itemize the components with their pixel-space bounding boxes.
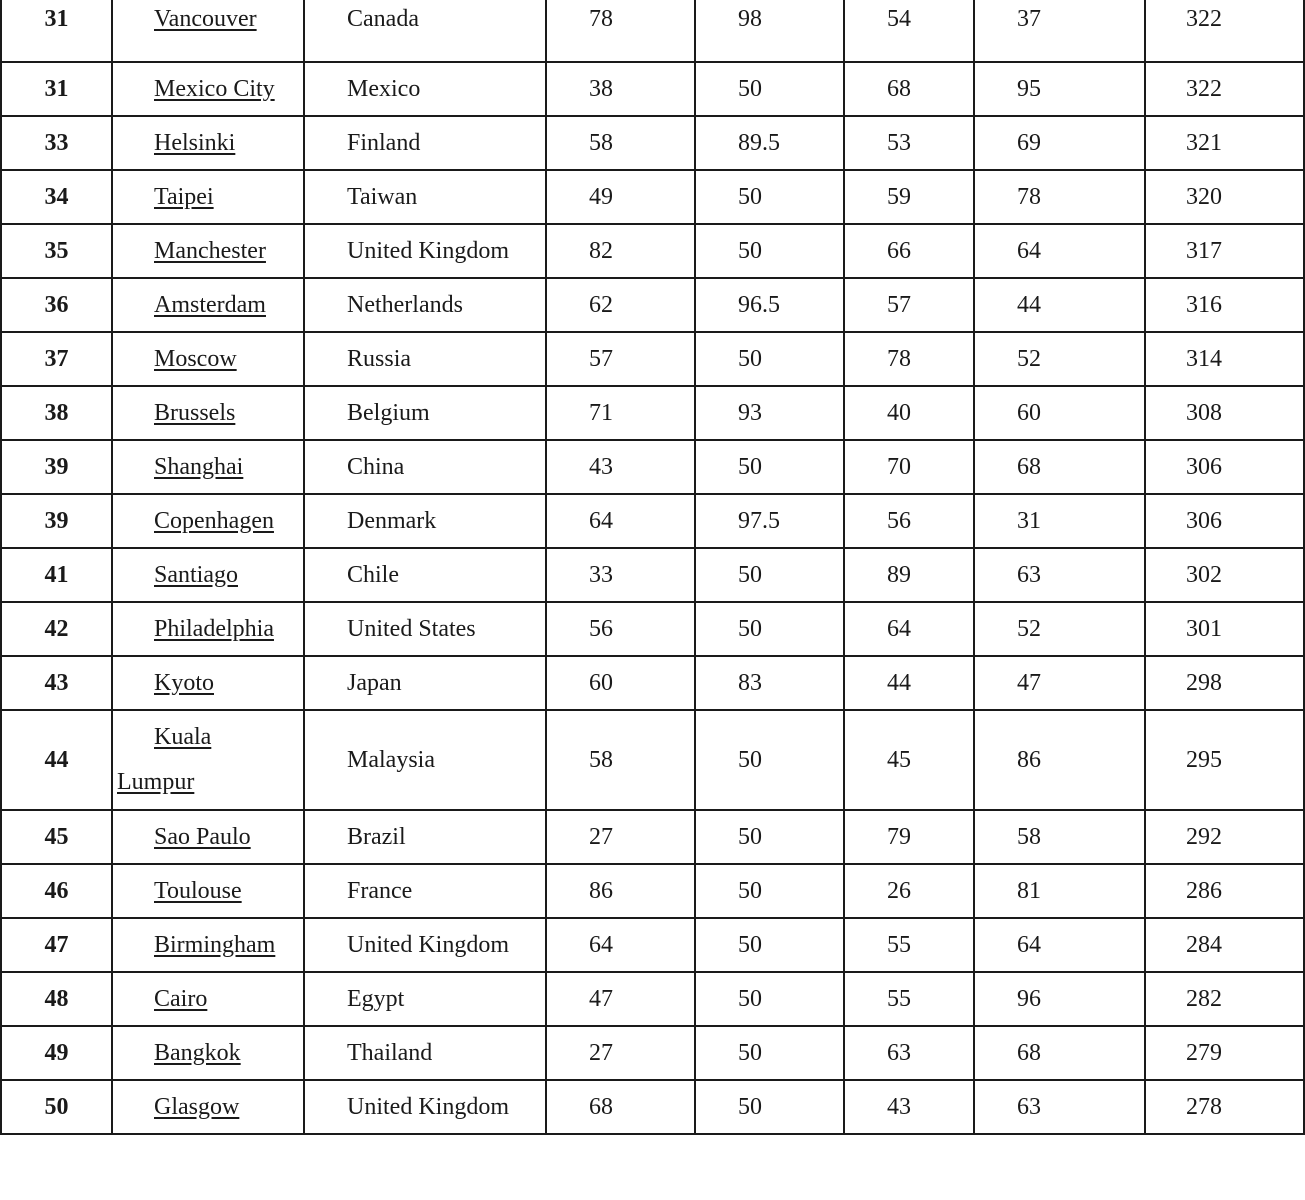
total-cell: 278: [1145, 1080, 1304, 1134]
score-cell-4: 68: [974, 440, 1145, 494]
score-cell-2: 50: [695, 62, 844, 116]
total-cell: 302: [1145, 548, 1304, 602]
score-cell-1: 56: [546, 602, 695, 656]
country-cell: Japan: [304, 656, 546, 710]
rank-cell: 46: [1, 864, 112, 918]
score-cell-3: 70: [844, 440, 974, 494]
country-cell: United States: [304, 602, 546, 656]
score-cell-4: 60: [974, 386, 1145, 440]
score-cell-1: 68: [546, 1080, 695, 1134]
city-cell: [112, 1080, 304, 1134]
city-cell: [112, 0, 304, 62]
country-cell: Malaysia: [304, 710, 546, 810]
table-row: [1, 278, 1304, 332]
rank-cell: 48: [1, 972, 112, 1026]
table-row: [1, 864, 1304, 918]
city-link[interactable]: Toulouse: [154, 877, 242, 904]
rank-cell: 37: [1, 332, 112, 386]
total-cell: 284: [1145, 918, 1304, 972]
city-link[interactable]: Manchester: [154, 237, 266, 264]
city-link[interactable]: Taipei: [154, 183, 214, 210]
score-cell-2: 89.5: [695, 116, 844, 170]
table-row: [1, 0, 1304, 62]
score-cell-4: 96: [974, 972, 1145, 1026]
city-cell: [112, 710, 304, 810]
city-cell: [112, 548, 304, 602]
total-cell: 295: [1145, 710, 1304, 810]
city-link[interactable]: Helsinki: [154, 129, 236, 156]
city-cell: [112, 810, 304, 864]
total-cell: 298: [1145, 656, 1304, 710]
score-cell-3: 78: [844, 332, 974, 386]
table-row: [1, 62, 1304, 116]
score-cell-4: 63: [974, 548, 1145, 602]
score-cell-2: 50: [695, 1080, 844, 1134]
table-row: [1, 224, 1304, 278]
country-cell: Netherlands: [304, 278, 546, 332]
score-cell-1: 43: [546, 440, 695, 494]
score-cell-2: 50: [695, 602, 844, 656]
city-cell: [112, 224, 304, 278]
table-row: [1, 494, 1304, 548]
rank-cell: 42: [1, 602, 112, 656]
rank-cell: 35: [1, 224, 112, 278]
score-cell-2: 50: [695, 1026, 844, 1080]
total-cell: 322: [1145, 62, 1304, 116]
rank-cell: 38: [1, 386, 112, 440]
rank-cell: 36: [1, 278, 112, 332]
score-cell-4: 63: [974, 1080, 1145, 1134]
country-cell: Thailand: [304, 1026, 546, 1080]
country-cell: Taiwan: [304, 170, 546, 224]
score-cell-2: 50: [695, 918, 844, 972]
score-cell-3: 59: [844, 170, 974, 224]
score-cell-4: 95: [974, 62, 1145, 116]
city-link-line2: Lumpur: [117, 769, 195, 795]
city-link[interactable]: Shanghai: [154, 453, 244, 480]
score-cell-1: 86: [546, 864, 695, 918]
score-cell-2: 50: [695, 810, 844, 864]
city-cell: [112, 62, 304, 116]
score-cell-4: 47: [974, 656, 1145, 710]
score-cell-2: 50: [695, 332, 844, 386]
score-cell-3: 55: [844, 918, 974, 972]
score-cell-3: 55: [844, 972, 974, 1026]
table-row: [1, 1080, 1304, 1134]
score-cell-1: 64: [546, 918, 695, 972]
rank-cell: 45: [1, 810, 112, 864]
score-cell-1: 27: [546, 810, 695, 864]
rank-cell: 33: [1, 116, 112, 170]
score-cell-4: 52: [974, 332, 1145, 386]
score-cell-2: 98: [695, 0, 844, 62]
total-cell: 317: [1145, 224, 1304, 278]
score-cell-3: 79: [844, 810, 974, 864]
city-link[interactable]: Cairo: [154, 985, 208, 1012]
country-cell: China: [304, 440, 546, 494]
total-cell: 292: [1145, 810, 1304, 864]
total-cell: 320: [1145, 170, 1304, 224]
score-cell-2: 97.5: [695, 494, 844, 548]
score-cell-4: 69: [974, 116, 1145, 170]
score-cell-4: 58: [974, 810, 1145, 864]
table-row: [1, 710, 1304, 810]
table-row: [1, 972, 1304, 1026]
city-link[interactable]: Mexico City: [154, 75, 275, 102]
score-cell-2: 50: [695, 440, 844, 494]
rank-cell: 39: [1, 494, 112, 548]
rank-cell: 44: [1, 710, 112, 810]
score-cell-2: 50: [695, 224, 844, 278]
rank-cell: 41: [1, 548, 112, 602]
city-link[interactable]: Bangkok: [154, 1039, 241, 1066]
country-cell: France: [304, 864, 546, 918]
score-cell-1: 78: [546, 0, 695, 62]
rank-cell: 43: [1, 656, 112, 710]
country-cell: Denmark: [304, 494, 546, 548]
country-cell: United Kingdom: [304, 918, 546, 972]
score-cell-1: 58: [546, 710, 695, 810]
score-cell-3: 44: [844, 656, 974, 710]
score-cell-1: 62: [546, 278, 695, 332]
city-cell: [112, 918, 304, 972]
score-cell-3: 54: [844, 0, 974, 62]
score-cell-3: 68: [844, 62, 974, 116]
total-cell: 322: [1145, 0, 1304, 62]
score-cell-2: 50: [695, 972, 844, 1026]
score-cell-3: 64: [844, 602, 974, 656]
score-cell-1: 47: [546, 972, 695, 1026]
score-cell-4: 78: [974, 170, 1145, 224]
score-cell-1: 38: [546, 62, 695, 116]
total-cell: 306: [1145, 494, 1304, 548]
city-cell: [112, 440, 304, 494]
score-cell-1: 27: [546, 1026, 695, 1080]
city-link[interactable]: Vancouver: [154, 6, 257, 32]
city-link[interactable]: Glasgow: [154, 1093, 240, 1120]
total-cell: 282: [1145, 972, 1304, 1026]
table-row: [1, 548, 1304, 602]
rank-cell: 49: [1, 1026, 112, 1080]
city-link[interactable]: Birmingham: [154, 931, 276, 958]
country-cell: Canada: [304, 0, 546, 62]
city-link[interactable]: Amsterdam: [154, 291, 266, 318]
score-cell-3: 53: [844, 116, 974, 170]
city-cell: [112, 386, 304, 440]
rank-cell: 31: [1, 62, 112, 116]
score-cell-1: 57: [546, 332, 695, 386]
city-cell: [112, 972, 304, 1026]
score-cell-1: 82: [546, 224, 695, 278]
total-cell: 314: [1145, 332, 1304, 386]
score-cell-4: 68: [974, 1026, 1145, 1080]
total-cell: 279: [1145, 1026, 1304, 1080]
score-cell-1: 71: [546, 386, 695, 440]
table-row: [1, 386, 1304, 440]
score-cell-1: 60: [546, 656, 695, 710]
score-cell-4: 31: [974, 494, 1145, 548]
total-cell: 321: [1145, 116, 1304, 170]
city-cell: [112, 332, 304, 386]
score-cell-2: 96.5: [695, 278, 844, 332]
city-link[interactable]: Brussels: [154, 399, 236, 426]
country-cell: Brazil: [304, 810, 546, 864]
score-cell-4: 64: [974, 224, 1145, 278]
city-cell: [112, 278, 304, 332]
score-cell-2: 50: [695, 864, 844, 918]
score-cell-2: 83: [695, 656, 844, 710]
city-link[interactable]: Santiago: [154, 561, 238, 588]
city-cell: [112, 170, 304, 224]
city-link[interactable]: Sao Paulo: [154, 823, 251, 850]
score-cell-4: 37: [974, 0, 1145, 62]
city-cell: [112, 656, 304, 710]
table-row: [1, 918, 1304, 972]
score-cell-3: 66: [844, 224, 974, 278]
score-cell-4: 86: [974, 710, 1145, 810]
country-cell: Egypt: [304, 972, 546, 1026]
city-cell: [112, 1026, 304, 1080]
score-cell-1: 64: [546, 494, 695, 548]
score-cell-3: 89: [844, 548, 974, 602]
score-cell-3: 26: [844, 864, 974, 918]
city-link[interactable]: Philadelphia: [154, 615, 274, 642]
rank-cell: 50: [1, 1080, 112, 1134]
city-cell: [112, 494, 304, 548]
score-cell-3: 56: [844, 494, 974, 548]
country-cell: Mexico: [304, 62, 546, 116]
country-cell: Russia: [304, 332, 546, 386]
score-cell-1: 58: [546, 116, 695, 170]
total-cell: 306: [1145, 440, 1304, 494]
total-cell: 286: [1145, 864, 1304, 918]
score-cell-4: 81: [974, 864, 1145, 918]
city-cell: [112, 602, 304, 656]
country-cell: United Kingdom: [304, 1080, 546, 1134]
table-row: [1, 170, 1304, 224]
table-row: [1, 440, 1304, 494]
rank-cell: 39: [1, 440, 112, 494]
table-row: [1, 602, 1304, 656]
city-link[interactable]: Moscow: [154, 345, 237, 372]
country-cell: United Kingdom: [304, 224, 546, 278]
city-link[interactable]: Copenhagen: [154, 507, 274, 534]
table-row: [1, 332, 1304, 386]
total-cell: 301: [1145, 602, 1304, 656]
score-cell-3: 63: [844, 1026, 974, 1080]
score-cell-2: 93: [695, 386, 844, 440]
table-row: [1, 116, 1304, 170]
score-cell-2: 50: [695, 548, 844, 602]
table-row: [1, 810, 1304, 864]
country-cell: Finland: [304, 116, 546, 170]
table-body: [1, 0, 1304, 1134]
table-row: [1, 1026, 1304, 1080]
score-cell-4: 44: [974, 278, 1145, 332]
score-cell-3: 57: [844, 278, 974, 332]
score-cell-1: 49: [546, 170, 695, 224]
city-cell: [112, 116, 304, 170]
total-cell: 316: [1145, 278, 1304, 332]
city-link[interactable]: Kyoto: [154, 669, 214, 696]
score-cell-3: 40: [844, 386, 974, 440]
score-cell-4: 64: [974, 918, 1145, 972]
score-cell-1: 33: [546, 548, 695, 602]
country-cell: Chile: [304, 548, 546, 602]
table-row: [1, 656, 1304, 710]
rank-cell: 31: [1, 0, 112, 62]
city-link[interactable]: [117, 724, 211, 795]
score-cell-2: 50: [695, 710, 844, 810]
score-cell-2: 50: [695, 170, 844, 224]
score-cell-3: 43: [844, 1080, 974, 1134]
city-cell: [112, 864, 304, 918]
score-cell-3: 45: [844, 710, 974, 810]
score-cell-4: 52: [974, 602, 1145, 656]
rank-cell: 47: [1, 918, 112, 972]
country-cell: Belgium: [304, 386, 546, 440]
rank-cell: 34: [1, 170, 112, 224]
city-link-line1: Kuala: [154, 724, 212, 750]
total-cell: 308: [1145, 386, 1304, 440]
